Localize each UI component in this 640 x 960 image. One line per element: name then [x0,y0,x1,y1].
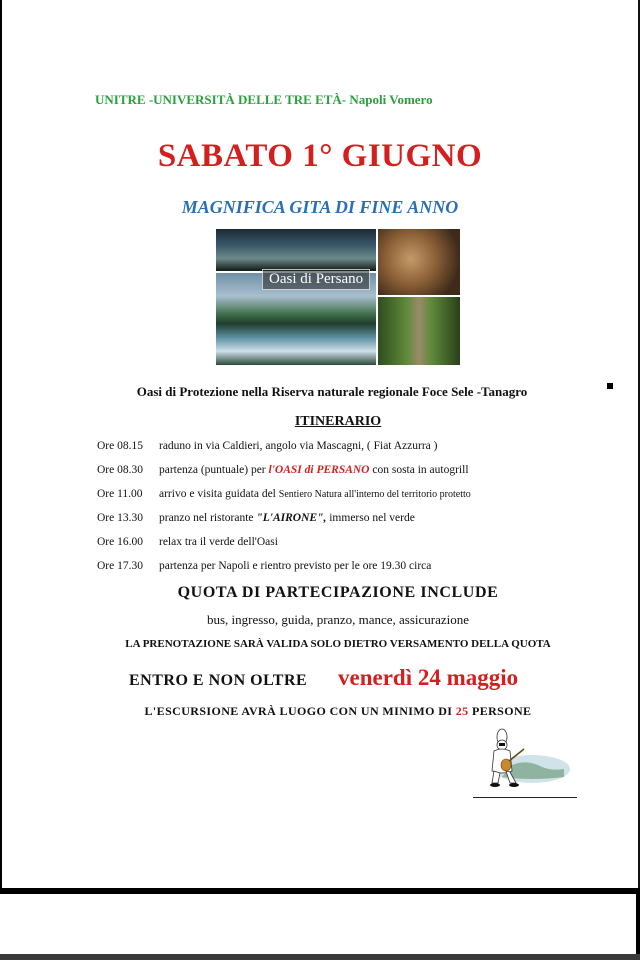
itinerary-row [97,560,431,572]
destination-highlight: l'OASI di PERSANO [268,464,370,476]
quota-includes: bus, ingresso, guida, pranzo, mance, assicurazione [206,612,470,627]
itinerary-row [97,464,469,476]
itinerary-row [97,512,415,524]
bottom-edge [0,954,640,960]
itinerary-row [97,440,437,452]
photo-collage [216,229,460,365]
collage-label: Oasi di Persano [262,269,370,290]
itinerary-time: Ore 08.30 [97,464,143,476]
otter-photo [378,229,460,295]
nature-trail-photo [378,297,460,365]
event-subtitle: MAGNIFICA GITA DI FINE ANNO [181,197,459,217]
deadline-prefix: ENTRO E NON OLTRE [129,672,308,689]
itinerary-text-small: Sentiero Natura all'interno del territorio protetto [278,489,471,500]
itinerary-row [97,488,471,500]
booking-notice: LA PRENOTAZIONE SARÀ VALIDA SOLO DIETRO VERSAMENTO DELLA QUOTA [125,638,551,650]
flyer-page [2,0,640,888]
minimum-number: 25 [455,704,469,718]
itinerary-time: Ore 11.00 [97,488,143,500]
itinerary-time: Ore 17.30 [97,560,143,572]
minimum-participants [2,704,640,719]
itinerary-time: Ore 13.30 [97,512,143,524]
restaurant-highlight: "L'AIRONE", [256,512,327,524]
itinerary-text: partenza (puntuale) per [159,464,269,476]
footer-strip [0,894,636,954]
itinerary-title: ITINERARIO [294,414,382,429]
bullet-mark [607,383,613,389]
quota-title: QUOTA DI PARTECIPAZIONE INCLUDE [177,584,499,601]
itinerary-text: relax tra il verde dell'Oasi [159,536,278,548]
itinerary-text: raduno in via Caldieri, angolo via Mascagni, ( Fiat Azzurra ) [159,440,438,452]
deadline-date: venerdì 24 maggio [338,665,519,690]
minimum-prefix: L'ESCURSIONE AVRÀ LUOGO CON UN MINIMO DI [144,704,456,718]
itinerary-text: con sosta in autogrill [369,464,469,476]
itinerary-text: arrivo e visita guidata del [159,488,279,500]
location-description: Oasi di Protezione nella Riserva naturale regionale Foce Sele -Tanagro [136,384,528,399]
itinerary-time: Ore 16.00 [97,536,143,548]
itinerary-text: immerso nel verde [326,512,415,524]
itinerary-text: partenza per Napoli e rientro previsto per le ore 19.30 circa [159,560,432,572]
lake-photo [216,229,376,271]
organization-name: UNITRE -UNIVERSITÀ DELLE TRE ETÀ- Napoli Vomero [95,92,433,107]
itinerary-time: Ore 08.15 [97,440,143,452]
minimum-suffix: PERSONE [468,704,532,718]
signature-line [473,797,577,798]
pulcinella-mascot-icon [472,725,572,795]
event-date-title: SABATO 1° GIUGNO [157,138,483,174]
itinerary-row [97,536,278,548]
itinerary-text: pranzo nel ristorante [159,512,257,524]
